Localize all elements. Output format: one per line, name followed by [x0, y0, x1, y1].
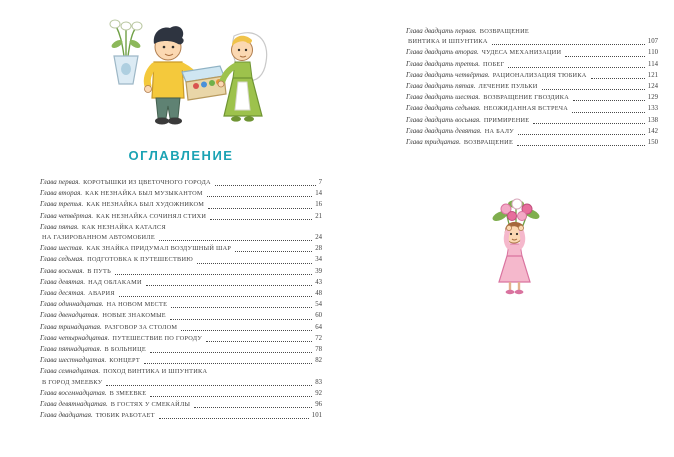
toc-chapter-title: ВОЗВРАЩЕНИЕ — [479, 28, 529, 35]
toc-entry-line — [40, 355, 322, 366]
dot-leader — [159, 418, 309, 419]
toc-entry-line — [406, 115, 658, 126]
toc-chapter-title: НА НОВОМ МЕСТЕ — [106, 301, 168, 309]
toc-chapter-label: Глава пятая. — [40, 222, 79, 231]
toc-entry — [40, 177, 322, 188]
toc-chapter-label: Глава двадцать третья. — [406, 59, 480, 68]
toc-entry — [40, 410, 322, 421]
toc-page-number: 78 — [315, 346, 322, 354]
toc-entry — [40, 243, 322, 254]
dot-leader — [115, 274, 312, 275]
dot-leader — [210, 219, 312, 220]
left-page — [40, 14, 322, 421]
contents-heading: ОГЛАВЛЕНИЕ — [128, 148, 234, 163]
toc-chapter-label: Глава шестнадцатая. — [40, 356, 107, 365]
children-paintbox-illustration — [86, 14, 276, 140]
toc-chapter-title: КОРОТЫШКИ ИЗ ЦВЕТОЧНОГО ГОРОДА — [83, 179, 211, 186]
toc-entry-line — [406, 126, 658, 137]
toc-page-number: 7 — [318, 179, 322, 186]
toc-chapter-title: В ЗМЕЕВКЕ — [109, 389, 147, 397]
right-toc-list — [406, 26, 658, 148]
girl-with-bouquet-illustration — [470, 194, 562, 298]
toc-page-number: 72 — [315, 334, 322, 342]
dot-leader — [207, 196, 312, 197]
toc-chapter-title: РАЦИОНАЛИЗАЦИЯ ТЮБИКА — [492, 71, 587, 79]
toc-page-number: 142 — [647, 127, 658, 135]
toc-chapter-title: НА БАЛУ — [484, 127, 514, 135]
toc-entry-line — [40, 366, 322, 377]
toc-chapter-label: Глава девятая. — [40, 277, 86, 286]
toc-page-number: 114 — [648, 60, 658, 68]
toc-chapter-label: Глава одиннадцатая. — [40, 300, 104, 309]
toc-chapter-label: Глава двадцать девятая. — [406, 126, 482, 135]
dot-leader — [197, 263, 312, 264]
toc-entry — [40, 388, 322, 399]
dot-leader — [170, 319, 312, 320]
toc-entry — [406, 115, 658, 126]
toc-entry — [40, 254, 322, 265]
toc-entry — [40, 222, 322, 243]
toc-chapter-label: Глава двадцать четвёртая. — [406, 70, 490, 79]
toc-chapter-title: КАК НЕЗНАЙКА БЫЛ МУЗЫКАНТОМ — [85, 190, 203, 198]
toc-chapter-title: КАК НЕЗНАЙКА БЫЛ ХУДОЖНИКОМ — [86, 201, 205, 209]
toc-entry-line — [406, 92, 658, 103]
girl-figure-small — [499, 222, 530, 294]
toc-chapter-label: Глава четвёртая. — [40, 211, 94, 220]
toc-chapter-title: КОНЦЕРТ — [109, 357, 140, 365]
dot-leader — [215, 185, 316, 186]
toc-chapter-label: Глава седьмая. — [40, 255, 85, 264]
toc-entry-line — [40, 322, 322, 333]
toc-entry — [406, 26, 658, 47]
toc-entry-line — [40, 243, 322, 254]
toc-chapter-label: Глава тринадцатая. — [40, 322, 102, 331]
toc-chapter-title: ВОЗВРАЩЕНИЕ — [463, 139, 514, 147]
toc-page-number: 110 — [648, 49, 658, 57]
toc-page-number: 28 — [315, 245, 322, 253]
toc-chapter-label: Глава вторая. — [40, 189, 83, 198]
toc-entry-line — [406, 47, 658, 58]
dot-leader — [181, 330, 312, 331]
toc-entry — [40, 277, 322, 288]
toc-page-number: 82 — [315, 357, 322, 365]
toc-entry — [40, 344, 322, 355]
dot-leader — [119, 296, 312, 297]
toc-chapter-label: Глава восьмая. — [40, 266, 85, 275]
toc-chapter-title: ЧУДЕСА МЕХАНИЗАЦИИ — [481, 49, 562, 57]
toc-chapter-label: Глава первая. — [40, 178, 81, 186]
toc-entry-line — [406, 37, 658, 47]
toc-chapter-title: АВАРИЯ — [88, 290, 115, 298]
toc-entry — [406, 126, 658, 137]
dot-leader — [208, 208, 312, 209]
toc-page-number: 24 — [315, 234, 322, 242]
toc-entry-line — [406, 81, 658, 92]
toc-entry-line — [40, 222, 322, 233]
dot-leader — [171, 307, 312, 308]
toc-chapter-label: Глава восемнадцатая. — [40, 388, 107, 397]
dot-leader — [144, 363, 312, 364]
toc-entry-line — [40, 399, 322, 410]
dot-leader — [542, 89, 645, 90]
toc-entry-line — [40, 333, 322, 344]
toc-chapter-title: В ГОСТЯХ У СМЕКАЙЛЫ — [110, 401, 191, 409]
toc-entry — [40, 199, 322, 210]
toc-chapter-label: Глава двенадцатая. — [40, 311, 100, 320]
dot-leader — [518, 134, 645, 135]
toc-chapter-title: В БОЛЬНИЦЕ — [104, 346, 147, 354]
toc-entry-line — [40, 233, 322, 243]
toc-chapter-title: ЛЕЧЕНИЕ ПУЛЬКИ — [478, 83, 538, 91]
toc-page-number: 43 — [315, 278, 322, 286]
toc-chapter-title: РАЗГОВОР ЗА СТОЛОМ — [104, 323, 178, 331]
toc-chapter-title: НЕОЖИДАННАЯ ВСТРЕЧА — [483, 105, 569, 113]
toc-entry — [406, 70, 658, 81]
toc-chapter-label: Глава двадцать вторая. — [406, 48, 479, 57]
toc-entry-line — [40, 378, 322, 388]
right-page — [406, 26, 658, 298]
toc-entry-line — [40, 310, 322, 321]
girl-figure — [218, 33, 267, 122]
dot-leader — [591, 78, 645, 79]
toc-entry-line — [40, 344, 322, 355]
toc-entry — [40, 366, 322, 387]
toc-page-number: 39 — [315, 267, 322, 275]
toc-entry-line — [406, 103, 658, 114]
toc-page-number: 124 — [647, 83, 658, 91]
toc-entry-line — [40, 254, 322, 265]
toc-entry — [406, 81, 658, 92]
toc-page-number: 83 — [315, 378, 322, 386]
toc-page-number: 48 — [315, 290, 322, 298]
toc-entry — [40, 299, 322, 310]
toc-page-number: 138 — [647, 116, 658, 124]
toc-page-number: 16 — [315, 201, 322, 209]
toc-page-number: 107 — [647, 38, 658, 46]
toc-entry — [406, 92, 658, 103]
toc-entry-line — [40, 211, 322, 222]
toc-chapter-title-continued: ВИНТИКА И ШПУНТИКА — [408, 38, 488, 46]
toc-chapter-title: НАД ОБЛАКАМИ — [88, 278, 142, 286]
toc-chapter-title: ВОЗВРАЩЕНИЕ ГВОЗДИКА — [483, 94, 569, 102]
toc-entry-line — [40, 199, 322, 210]
toc-chapter-label: Глава двадцать восьмая. — [406, 115, 481, 124]
toc-page-number: 60 — [315, 312, 322, 320]
dot-leader — [150, 352, 312, 353]
dot-leader — [194, 407, 312, 408]
dot-leader — [150, 396, 312, 397]
toc-chapter-label: Глава тридцатая. — [406, 138, 461, 147]
toc-entry — [406, 47, 658, 58]
toc-chapter-label: Глава двадцатая. — [40, 411, 93, 420]
toc-entry-line — [40, 188, 322, 199]
dot-leader — [492, 44, 645, 45]
toc-entry — [406, 103, 658, 114]
toc-page-number: 121 — [647, 71, 658, 79]
toc-chapter-title: ПРИМИРЕНИЕ — [483, 116, 530, 124]
toc-entry — [40, 399, 322, 410]
left-toc-list — [40, 177, 322, 421]
toc-entry-line — [40, 410, 322, 421]
toc-page-number: 150 — [647, 139, 658, 147]
dot-leader — [106, 385, 312, 386]
toc-chapter-label: Глава семнадцатая. — [40, 367, 101, 376]
toc-page-number: 54 — [315, 301, 322, 309]
toc-chapter-title: НОВЫЕ ЗНАКОМЫЕ — [102, 312, 166, 320]
dot-leader — [533, 123, 644, 124]
toc-chapter-title: ПУТЕШЕСТВИЕ ПО ГОРОДУ — [112, 334, 203, 342]
toc-entry-line — [40, 277, 322, 288]
toc-page-number: 133 — [647, 105, 658, 113]
toc-chapter-title: КАК ЗНАЙКА ПРИДУМАЛ ВОЗДУШНЫЙ ШАР — [86, 245, 232, 253]
toc-entry — [40, 188, 322, 199]
toc-entry-line — [40, 288, 322, 299]
toc-chapter-label: Глава четырнадцатая. — [40, 333, 110, 342]
toc-chapter-title: КАК НЕЗНАЙКА КАТАЛСЯ — [81, 223, 166, 231]
toc-chapter-title: ПОДГОТОВКА К ПУТЕШЕСТВИЮ — [87, 256, 194, 264]
toc-chapter-title: ПОХОД ВИНТИКА И ШПУНТИКА — [103, 368, 208, 376]
toc-chapter-title-continued: В ГОРОД ЗМЕЕВКУ — [42, 378, 103, 386]
toc-chapter-title: ТЮБИК РАБОТАЕТ — [95, 412, 155, 420]
vase-with-flowers — [110, 20, 142, 84]
toc-chapter-title: В ПУТЬ — [87, 267, 111, 275]
toc-chapter-label: Глава двадцать седьмая. — [406, 104, 481, 113]
toc-entry — [40, 355, 322, 366]
toc-chapter-label: Глава третья. — [40, 200, 84, 209]
toc-entry-line — [406, 70, 658, 81]
toc-chapter-label: Глава двадцать пятая. — [406, 82, 476, 91]
dot-leader — [235, 251, 312, 252]
dot-leader — [146, 285, 312, 286]
dot-leader — [573, 100, 645, 101]
toc-entry-line — [406, 137, 658, 148]
toc-page-number: 14 — [315, 190, 322, 198]
dot-leader — [508, 67, 645, 68]
toc-entry-line — [40, 299, 322, 310]
toc-chapter-label: Глава двадцать первая. — [406, 27, 477, 35]
toc-chapter-title-continued: НА ГАЗИРОВАННОМ АВТОМОБИЛЕ — [42, 234, 155, 242]
toc-entry — [40, 288, 322, 299]
toc-chapter-label: Глава двадцать шестая. — [406, 93, 481, 102]
toc-entry-line — [40, 388, 322, 399]
toc-page-number: 64 — [315, 323, 322, 331]
toc-entry-line — [406, 59, 658, 70]
toc-page-number: 101 — [311, 412, 322, 420]
toc-page-number: 34 — [315, 256, 322, 264]
toc-chapter-label: Глава десятая. — [40, 289, 86, 298]
dot-leader — [572, 112, 645, 113]
toc-entry — [406, 137, 658, 148]
toc-entry — [40, 266, 322, 277]
toc-entry-line — [406, 26, 658, 37]
toc-page-number: 92 — [315, 389, 322, 397]
toc-entry — [40, 322, 322, 333]
toc-page-number: 21 — [315, 212, 322, 220]
toc-chapter-label: Глава шестая. — [40, 244, 84, 253]
dot-leader — [159, 240, 312, 241]
toc-chapter-title: КАК НЕЗНАЙКА СОЧИНЯЛ СТИХИ — [96, 212, 207, 220]
toc-entry-line — [40, 177, 322, 188]
toc-entry — [40, 333, 322, 344]
toc-entry — [40, 310, 322, 321]
toc-chapter-label: Глава девятнадцатая. — [40, 400, 108, 409]
toc-entry — [406, 59, 658, 70]
dot-leader — [565, 56, 645, 57]
dot-leader — [517, 145, 645, 146]
dot-leader — [206, 341, 312, 342]
toc-page-number: 129 — [647, 94, 658, 102]
toc-chapter-title: ПОБЕГ — [482, 60, 505, 68]
toc-page-number: 96 — [315, 401, 322, 409]
toc-entry-line — [40, 266, 322, 277]
toc-chapter-label: Глава пятнадцатая. — [40, 345, 102, 354]
toc-entry — [40, 211, 322, 222]
